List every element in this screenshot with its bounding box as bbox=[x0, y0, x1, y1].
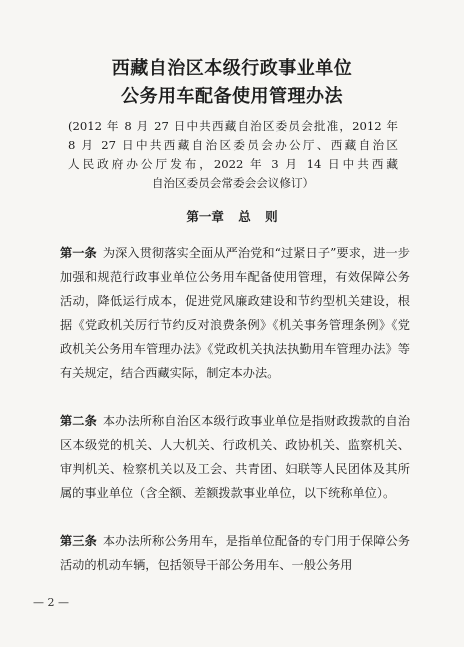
document-title-line-1: 西藏自治区本级行政事业单位 bbox=[111, 58, 353, 79]
article-1 bbox=[60, 241, 410, 385]
article-2-text: 本办法所称自治区本级行政事业单位是指财政拨款的自治区本级党的机关、人大机关、行政机关、政协机关、监察机关、审判机关、检察机关以及工会、共青团、妇联等人民团体及其所属的事业单位（含全额、差额拨款事业单位，以下统称单位）。 bbox=[60, 414, 411, 500]
publication-note-line-4: 自治区委员会常委会会议修订） bbox=[151, 176, 315, 190]
publication-note-line-2: 8 月 27 日中共西藏自治区委员会办公厅、西藏自治区 bbox=[68, 138, 398, 152]
article-3-label: 第三条 bbox=[60, 534, 97, 548]
page-number: — 2 — bbox=[33, 596, 69, 609]
publication-note-line-1: (2012 年 8 月 27 日中共西藏自治区委员会批准，2012 年 bbox=[68, 119, 398, 133]
article-2 bbox=[60, 409, 410, 505]
chapter-heading: 第一章 总 则 bbox=[186, 209, 278, 224]
article-3 bbox=[60, 529, 410, 577]
article-3-text: 本办法所称公务用车，是指单位配备的专门用于保障公务活动的机动车辆，包括领导干部公务用车、一般公务用 bbox=[60, 534, 411, 572]
document-title-line-2: 公务用车配备使用管理办法 bbox=[121, 86, 343, 107]
article-1-label: 第一条 bbox=[60, 246, 97, 260]
article-2-label: 第二条 bbox=[60, 414, 97, 428]
article-1-text: 为深入贯彻落实全面从严治党和“过紧日子”要求，进一步加强和规范行政事业单位公务用车配备使用管理，有效保障公务活动，降低运行成本，促进党风廉政建设和节约型机关建设，根据《党政机关厉行节约反对浪费条例》《机关事务管理条例》《党政机关公务用车管理办法》《党政机关执法执勤用车管理办法》等有关规定，结合西藏实际，制定本办法。 bbox=[60, 246, 410, 380]
publication-note-line-3: 人民政府办公厅发布，2022 年 3 月 14 日中共西藏 bbox=[68, 157, 398, 171]
